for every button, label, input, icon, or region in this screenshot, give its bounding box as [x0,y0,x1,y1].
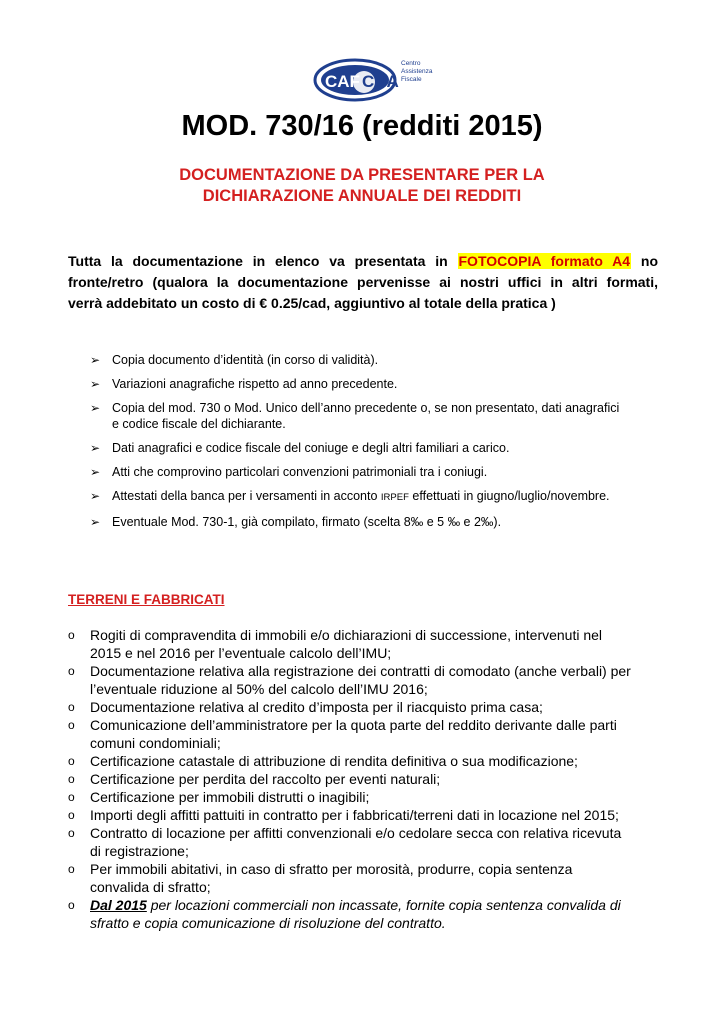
list-item-text: comuni condominiali; [90,735,221,751]
highlighted-requirement: FOTOCOPIA formato A4 [458,253,631,269]
list-item [90,400,680,432]
circle-bullet-icon: o [68,700,75,714]
list-item-text-part: effettuati in giugno/luglio/novembre. [412,489,610,503]
irpef-label: IRPEF [380,492,409,503]
list-item-text-part: Attestati della banca per i versamenti in acconto [112,489,378,503]
list-item [90,440,680,456]
arrow-bullet-icon: ➢ [90,353,101,367]
list-item [90,352,680,368]
list-item-text: l’eventuale riduzione al 50% del calcolo dell’IMU 2016; [90,681,428,697]
intro-line: fronte/retro (qualora la documentazione pervenisse ai nostri uffici in altri formati, [68,274,658,290]
list-item [68,824,668,860]
list-item-text: Per immobili abitativi, in caso di sfratto per morosità, produrre, copia sentenza [90,861,573,877]
svg-text:CAF: CAF [325,72,360,91]
list-item [68,662,668,698]
list-item-text: Documentazione relativa alla registrazione dei contratti di comodato (anche verbali) per [90,663,631,679]
list-item-text: Eventuale Mod. 730-1, già compilato, firmato (scelta 8‰ e 5 ‰ e 2‰). [112,515,502,529]
svg-text:CNA: CNA [362,72,399,91]
list-item [68,752,668,770]
arrow-bullet-icon: ➢ [90,515,101,529]
documents-list [90,352,680,530]
intro-text: no [640,253,659,269]
list-item [90,376,680,392]
list-item-text [112,488,680,506]
emphasized-year: Dal 2015 [90,897,147,913]
circle-bullet-icon: o [68,790,75,804]
property-documents-list [68,626,668,932]
list-item [68,788,668,806]
arrow-bullet-icon: ➢ [90,377,101,391]
arrow-bullet-icon: ➢ [90,441,101,455]
logo-caption-line: Assistenza [401,68,433,75]
list-item-text: Dati anagrafici e codice fiscale del coniuge e degli altri familiari a carico. [112,441,510,455]
logo-caption-line: Centro [401,60,421,67]
page-subtitle [0,165,724,207]
circle-bullet-icon: o [68,772,75,786]
intro-paragraph [68,251,658,314]
list-item [68,626,668,662]
list-item [68,860,668,896]
list-item [68,770,668,788]
list-item-text: sfratto e copia comunicazione di risoluzione del contratto. [90,915,446,931]
subtitle-line: DOCUMENTAZIONE DA PRESENTARE PER LA [179,166,545,184]
list-item-text: Documentazione relativa al credito d’imposta per il riacquisto prima casa; [90,699,543,715]
list-item [68,896,668,932]
arrow-bullet-icon: ➢ [90,489,101,503]
intro-text: Tutta la documentazione in elenco va presentata in [68,253,448,269]
list-item-text: di registrazione; [90,843,189,859]
list-item-text: Rogiti di compravendita di immobili e/o dichiarazioni di successione, intervenuti nel [90,627,603,643]
list-item-text-part: per locazioni commerciali non incassate, fornite copia sentenza convalida di [146,897,621,913]
list-item-text: Copia documento d’identità (in corso di validità). [112,353,379,367]
list-item [68,806,668,824]
circle-bullet-icon: o [68,754,75,768]
list-item-text: Atti che comprovino particolari convenzioni patrimoniali tra i coniugi. [112,465,488,479]
circle-bullet-icon: o [68,898,75,912]
list-item-text: e codice fiscale del dichiarante. [112,417,286,431]
list-item-text [90,896,668,914]
circle-bullet-icon: o [68,628,75,642]
arrow-bullet-icon: ➢ [90,465,101,479]
circle-bullet-icon: o [68,718,75,732]
circle-bullet-icon: o [68,826,75,840]
list-item-text: Contratto di locazione per affitti convenzionali e/o cedolare secca con relativa ricevuta [90,825,622,841]
list-item-text: Certificazione per immobili distrutti o inagibili; [90,789,370,805]
intro-line [68,251,658,272]
list-item [68,716,668,752]
list-item [90,514,680,530]
section-title: TERRENI E FABBRICATI [68,592,225,607]
list-item-text: 2015 e nel 2016 per l’eventuale calcolo dell’IMU; [90,645,392,661]
list-item [90,488,680,506]
list-item-text: Comunicazione dell’amministratore per la quota parte del reddito derivante dalle parti [90,717,617,733]
list-item-text: Importi degli affitti pattuiti in contratto per i fabbricati/terreni dati in locazione nel 2015; [90,807,619,823]
subtitle-line: DICHIARAZIONE ANNUALE DEI REDDITI [202,187,522,205]
circle-bullet-icon: o [68,808,75,822]
page-title: MOD. 730/16 (redditi 2015) [181,110,543,142]
logo-caption [401,60,432,84]
list-item [68,698,668,716]
list-item [90,464,680,480]
list-item-text: Variazioni anagrafiche rispetto ad anno precedente. [112,377,398,391]
circle-bullet-icon: o [68,664,75,678]
list-item-text: Copia del mod. 730 o Mod. Unico dell’anno precedente o, se non presentato, dati anagrafici [112,401,620,415]
logo-caption-line: Fiscale [401,76,422,83]
intro-line: verrà addebitato un costo di € 0.25/cad, aggiuntivo al totale della pratica ) [68,295,556,311]
list-item-text: Certificazione catastale di attribuzione di rendita definitiva o sua modificazione; [90,753,578,769]
list-item-text: Certificazione per perdita del raccolto per eventi naturali; [90,771,441,787]
list-item-text: convalida di sfratto; [90,879,211,895]
arrow-bullet-icon: ➢ [90,401,101,415]
circle-bullet-icon: o [68,862,75,876]
